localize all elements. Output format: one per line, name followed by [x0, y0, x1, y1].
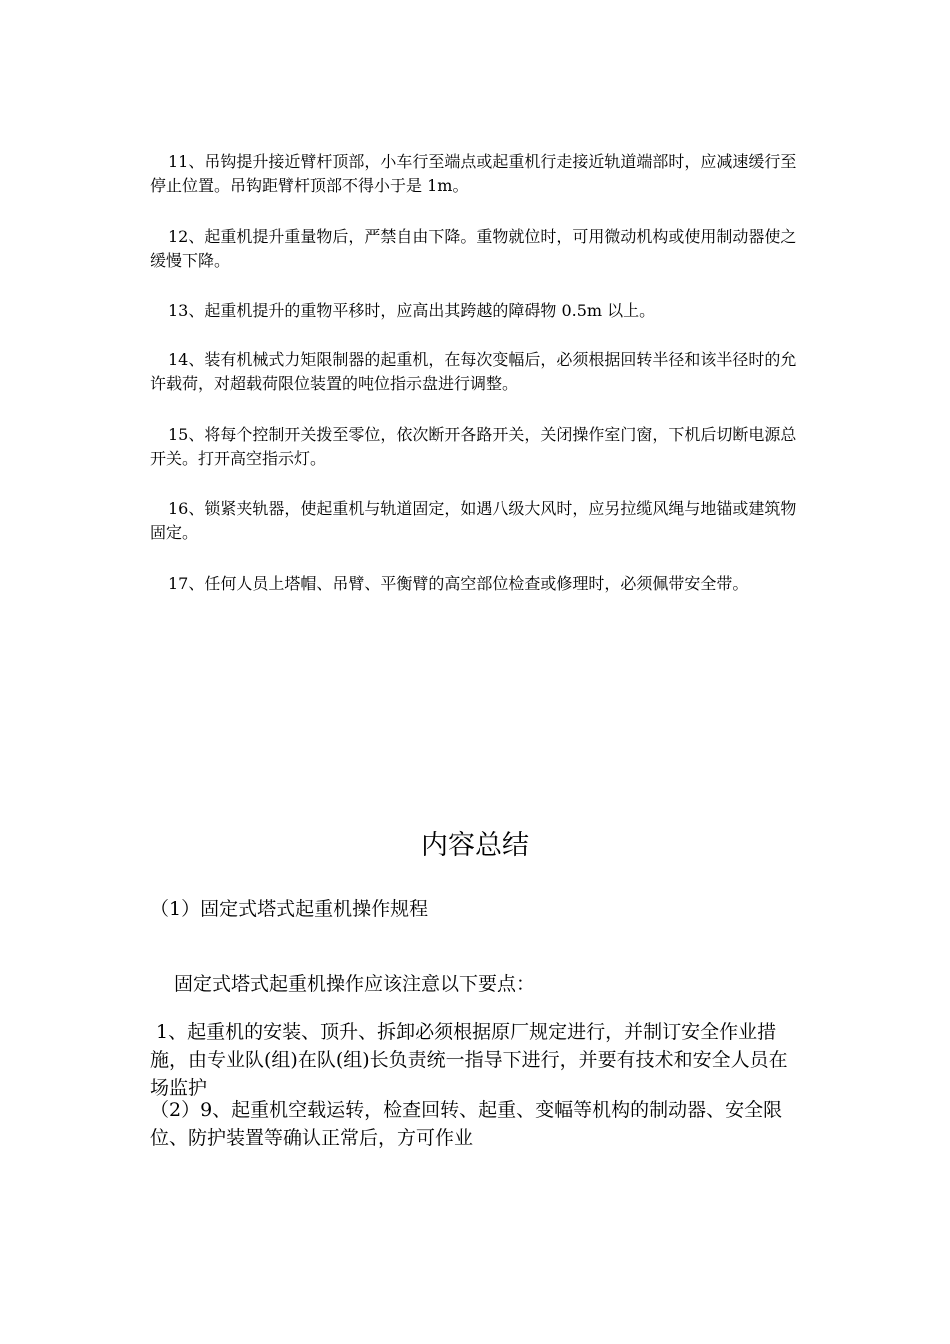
summary-item-1: （1）固定式塔式起重机操作规程	[150, 898, 429, 920]
rule-17: 17、任何人员上塔帽、吊臂、平衡臂的高空部位检查或修理时，必须佩带安全带。	[168, 574, 749, 593]
rule-11: 11、吊钩提升接近臂杆顶部，小车行至端点或起重机行走接近轨道端部时，应减速缓行至停止位置。吊钩距臂杆顶部不得小于是 1m。	[150, 152, 797, 195]
summary-intro: 固定式塔式起重机操作应该注意以下要点：	[174, 973, 536, 995]
rule-16: 16、锁紧夹轨器，使起重机与轨道固定，如遇八级大风时，应另拉缆风绳与地锚或建筑物固定。	[150, 499, 797, 542]
summary-item-2: （2）9、起重机空载运转，检查回转、起重、变幅等机构的制动器、安全限位、防护装置等确认正常后，方可作业	[150, 1099, 783, 1149]
rule-15: 15、将每个控制开关拨至零位，依次断开各路开关，关闭操作室门窗，下机后切断电源总开关。打开高空指示灯。	[150, 425, 797, 468]
rule-12: 12、起重机提升重量物后，严禁自由下降。重物就位时，可用微动机构或使用制动器使之缓慢下降。	[150, 227, 797, 270]
summary-title: 内容总结	[421, 830, 529, 861]
summary-point-1: 1、起重机的安装、顶升、拆卸必须根据原厂规定进行，并制订安全作业措施，由专业队(组)在队(组)长负责统一指导下进行，并要有技术和安全人员在场监护	[150, 1021, 788, 1099]
rule-13: 13、起重机提升的重物平移时，应高出其跨越的障碍物 0.5m 以上。	[168, 301, 656, 320]
rule-14: 14、装有机械式力矩限制器的起重机，在每次变幅后，必须根据回转半径和该半径时的允许载荷，对超载荷限位装置的吨位指示盘进行调整。	[150, 350, 797, 393]
